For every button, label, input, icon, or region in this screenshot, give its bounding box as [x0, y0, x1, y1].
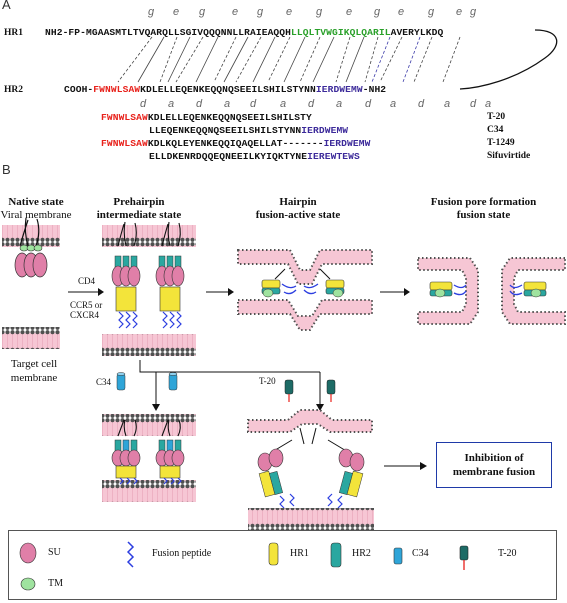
stage-fusion-pore-title: Fusion pore formation — [430, 196, 537, 208]
heptad-label: e — [173, 6, 180, 18]
native-state-illustration — [2, 218, 60, 349]
su-subunit — [33, 253, 47, 277]
panel-b-letter: B — [2, 162, 11, 177]
legend-c34-label: C34 — [412, 548, 429, 559]
peptide-segment-blue: IERDWEMW — [301, 125, 349, 136]
t20-peptides — [285, 380, 335, 402]
peptide-segment-black: ELLDKENRDQQEQNEEILKYIQKTYNE — [149, 151, 308, 162]
membrane-label: membrane — [10, 372, 58, 384]
hr1-label: HR1 — [4, 28, 23, 38]
arrow-head — [404, 288, 410, 296]
heptad-label: e — [398, 6, 405, 18]
heptad-label: g — [148, 6, 155, 18]
peptide-segment-blue: IERDWEMW — [323, 138, 371, 149]
hr2-sequence-end: -NH2 — [362, 84, 387, 95]
inhibition-line1: Inhibition of — [464, 452, 524, 464]
heptad-label: a — [444, 98, 451, 110]
heptad-label: d — [418, 98, 425, 110]
tm-subunit — [34, 245, 42, 251]
peptide-name: C34 — [487, 125, 504, 135]
hr2-label: HR2 — [4, 85, 23, 95]
c34-label: C34 — [96, 377, 112, 387]
target-cell-membrane-label — [4, 357, 64, 385]
arrow-head — [420, 462, 427, 470]
heptad-label: a — [485, 98, 492, 110]
prehairpin-viral-membrane — [102, 225, 196, 247]
heptad-label: g — [257, 6, 264, 18]
heptad-label: a — [336, 98, 343, 110]
prehairpin-target-membrane — [102, 334, 196, 356]
peptide-segment-black: KDLKQLEYENKEQQIQAQELLAT------- — [147, 138, 324, 149]
heptad-label: d — [470, 98, 477, 110]
peptide-segment-red: FWNWLSAW — [101, 138, 148, 149]
t20-inhibited-state — [248, 410, 374, 530]
heptad-label: d — [196, 98, 203, 110]
heptad-label: e — [346, 6, 353, 18]
peptide-segment-blue: IEREWTEWS — [307, 151, 360, 162]
target-cell-label: Target cell — [10, 358, 58, 370]
inhibition-box — [436, 442, 552, 488]
heptad-label: g — [470, 6, 477, 18]
cd4-label: CD4 — [78, 276, 96, 286]
legend-hr2-label: HR2 — [352, 548, 371, 559]
ccr5-label: CCR5 or — [70, 300, 103, 310]
inhibition-line2: membrane fusion — [452, 466, 536, 478]
c34-peptides — [117, 373, 177, 391]
heptad-label: a — [390, 98, 397, 110]
stage-prehairpin-title: Prehairpin — [113, 196, 165, 208]
panel-a-letter: A — [2, 0, 11, 12]
heptad-label: e — [232, 6, 239, 18]
heptad-label: g — [428, 6, 435, 18]
heptad-label: e — [286, 6, 293, 18]
heptad-label: d — [250, 98, 257, 110]
legend-t20-label: T-20 — [498, 548, 517, 559]
heptad-label: d — [308, 98, 315, 110]
heptad-label: d — [140, 98, 147, 110]
heptad-label: a — [224, 98, 231, 110]
arrow-head — [98, 288, 104, 296]
heptad-label: g — [316, 6, 323, 18]
hr2-sequence-start: COOH- — [64, 84, 94, 95]
heptad-label: g — [199, 6, 206, 18]
legend-box — [8, 530, 557, 600]
peptide-name: Sifuvirtide — [487, 151, 531, 161]
stage-native-subtitle: Viral membrane — [0, 209, 72, 221]
peptide-segment-black: KDLELLEQENKEQQNQSEEILSHILSTY — [147, 112, 312, 123]
heptad-label: a — [168, 98, 175, 110]
legend-hr1-label: HR1 — [290, 548, 309, 559]
hairpin-illustration — [238, 250, 372, 330]
coreceptor-label — [70, 300, 102, 320]
target-membrane — [2, 327, 60, 349]
stage-native-title: Native state — [8, 196, 64, 208]
hr1-sequence-suffix: AVERYLKDQ — [390, 27, 444, 38]
hr2-sequence-red: FWNWLSAW — [93, 84, 141, 95]
cxcr4-label: CXCR4 — [70, 310, 100, 320]
fusion-pore-illustration — [418, 258, 565, 324]
stage-hairpin-title: Hairpin — [279, 196, 317, 208]
arrow-head — [228, 288, 234, 296]
heptad-label: a — [280, 98, 287, 110]
peptide-segment-black: LLEQENKEQQNQSEEILSHILSTYNN — [149, 125, 302, 136]
c34-inhibited-state — [102, 414, 196, 502]
heptad-label: d — [365, 98, 372, 110]
stage-hairpin-subtitle: fusion-active state — [255, 209, 341, 221]
peptide-segment-red: FWNWLSAW — [101, 112, 148, 123]
hr2-sequence-blue: IERDWEMW — [315, 84, 363, 95]
peptide-name: T-1249 — [487, 138, 515, 148]
stage-prehairpin-subtitle: intermediate state — [96, 209, 182, 221]
legend-su-label: SU — [48, 547, 61, 558]
t20-label: T-20 — [259, 376, 276, 386]
legend-fusion-peptide-label: Fusion peptide — [152, 548, 212, 559]
hr2-sequence-middle: KDLELLEQENKEQQNQSEEILSHILSTYNN — [140, 84, 316, 95]
hr1-sequence-prefix: NH2-FP-MGAASMTLTVQARQLLSGIVQQQNNLLRAIEAQQH — [45, 27, 292, 38]
arrow-head — [152, 404, 160, 411]
heptad-label: g — [374, 6, 381, 18]
viral-membrane — [2, 225, 60, 247]
prehairpin-illustration — [102, 222, 196, 356]
legend-tm-label: TM — [48, 578, 63, 589]
peptide-name: T-20 — [487, 112, 506, 122]
branch-connector — [140, 360, 320, 372]
hr1-sequence-green: LLQLTVWGIKQLQARIL — [291, 27, 391, 38]
stage-fusion-pore-subtitle: fusion state — [456, 209, 511, 221]
heptad-label: e — [456, 6, 463, 18]
